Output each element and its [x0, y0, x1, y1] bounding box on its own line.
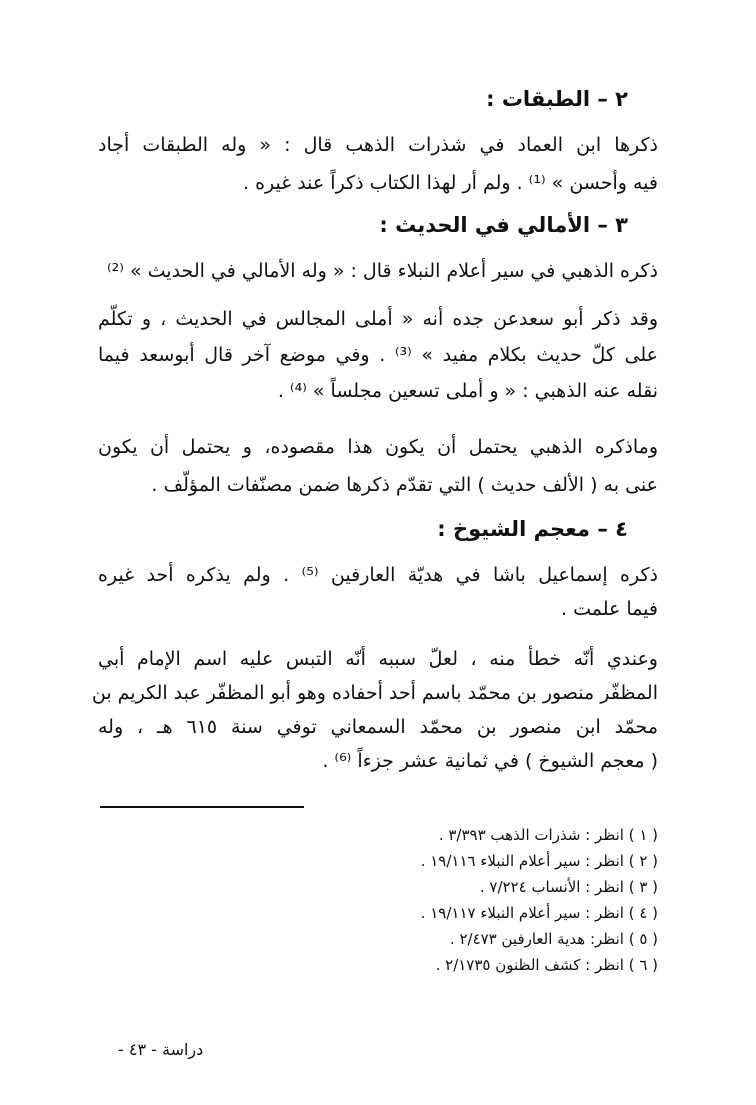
paragraph-line: ذكرها ابن العماد في شذرات الذهب قال : « وله الطبقات أجاد	[98, 134, 658, 156]
page-number: دراسة - ٤٣ -	[118, 1040, 204, 1059]
paragraph-line: محمّد ابن منصور بن محمّد السمعاني توفي سنة ٦١٥ هـ ، وله	[98, 716, 659, 738]
paragraph-line: فيه وأحسن » ⁽¹⁾ . ولم أر لهذا الكتاب ذكراً عند غيره .	[242, 172, 658, 194]
footnote-divider	[100, 806, 304, 808]
section-heading-amali: ٣ – الأمالي في الحديث :	[379, 213, 628, 237]
paragraph-line: ذكره إسماعيل باشا في هديّة العارفين ⁽⁵⁾ . ولم يذكره أحد غيره	[98, 564, 658, 586]
section-heading-mujam: ٤ – معجم الشيوخ :	[437, 517, 628, 541]
paragraph-line: ذكره الذهبي في سير أعلام النبلاء قال : « وله الأمالي في الحديث » ⁽²⁾	[106, 260, 658, 282]
paragraph-line: وعندي أنّه خطأ منه ، لعلّ سببه أنّه التبس عليه اسم الإمام أبي	[98, 648, 658, 670]
paragraph-line: فيما علمت .	[561, 598, 658, 620]
footnote: ( ٦ ) انظر : كشف الظنون ٢/١٧٣٥ .	[435, 956, 658, 974]
paragraph-line: المظفّر منصور بن محمّد باسم أحد أحفاده وهو أبو المظفّر عبد الكريم بن	[91, 682, 658, 704]
paragraph-line: ( معجم الشيوخ ) في ثمانية عشر جزءاً ⁽⁶⁾ .	[322, 750, 658, 772]
footnote: ( ٤ ) انظر : سير أعلام النبلاء ١٩/١١٧ .	[420, 904, 658, 922]
footnote: ( ٥ ) انظر: هدية العارفين ٢/٤٧٣ .	[449, 930, 658, 948]
paragraph-line: على كلّ حديث بكلام مفيد » ⁽³⁾ . وفي موضع آخر قال أبوسعد فيما	[98, 344, 659, 366]
paragraph-line: وقد ذكر أبو سعدعن جده أنه « أملى المجالس في الحديث ، و تكلّم	[98, 308, 658, 330]
paragraph-line: نقله عنه الذهبي : « و أملى تسعين مجلساً » ⁽⁴⁾ .	[277, 380, 658, 402]
section-heading-tabaqat: ٢ – الطبقات :	[486, 87, 628, 111]
footnote: ( ٢ ) انظر : سير أعلام النبلاء ١٩/١١٦ .	[420, 852, 658, 870]
paragraph-line: وماذكره الذهبي يحتمل أن يكون هذا مقصوده، و يحتمل أن يكون	[98, 436, 658, 458]
footnote: ( ١ ) انظر : شذرات الذهب ٣/٣٩٣ .	[438, 826, 658, 844]
footnote: ( ٣ ) انظر : الأنساب ٧/٢٢٤ .	[479, 878, 658, 896]
paragraph-line: عنى به ( الألف حديث ) التي تقدّم ذكرها ضمن مصنّفات المؤلّف .	[151, 474, 658, 496]
